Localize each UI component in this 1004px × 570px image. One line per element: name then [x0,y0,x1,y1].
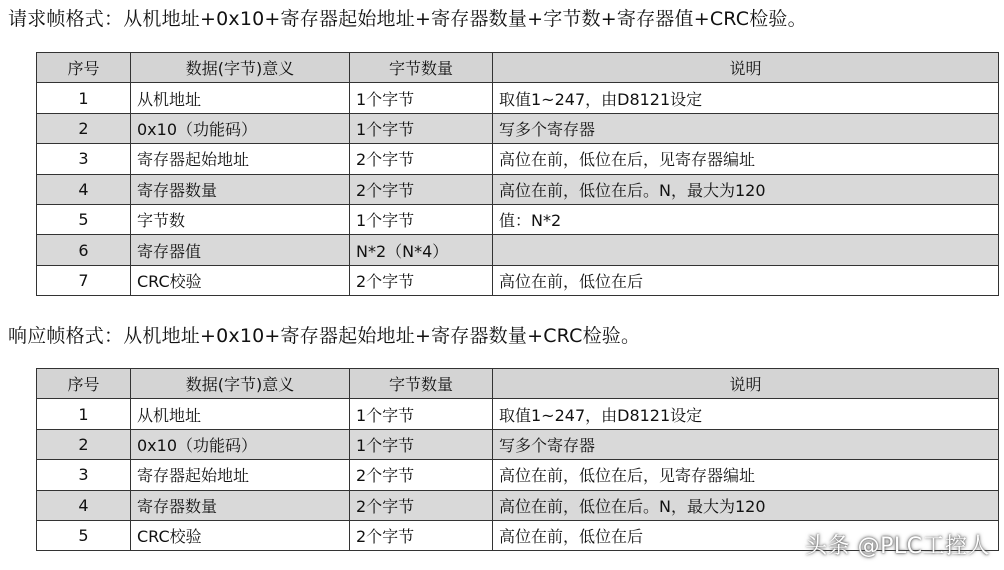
column-header-meaning: 数据(字节)意义 [131,369,350,399]
cell-bytes: 2个字节 [350,520,493,550]
cell-bytes: 1个字节 [350,429,493,459]
cell-meaning: 寄存器值 [131,235,350,265]
column-header-description: 说明 [493,53,999,83]
cell-no: 5 [37,520,131,550]
cell-meaning: 寄存器数量 [131,174,350,204]
cell-description: 高位在前，低位在后。N，最大为120 [493,174,999,204]
table-row [37,235,999,265]
cell-meaning: 从机地址 [131,83,350,113]
cell-no: 1 [37,83,131,113]
table-row [37,204,999,234]
cell-no: 7 [37,265,131,295]
table-row [37,144,999,174]
cell-description: 写多个寄存器 [493,429,999,459]
table-row [37,265,999,295]
cell-description: 高位在前，低位在后。N，最大为120 [493,490,999,520]
table-header-row [37,369,999,399]
cell-bytes: 2个字节 [350,144,493,174]
table-row [37,83,999,113]
cell-no: 3 [37,144,131,174]
cell-description: 高位在前，低位在后，见寄存器编址 [493,460,999,490]
cell-bytes: 1个字节 [350,83,493,113]
table-row [37,429,999,459]
column-header-no: 序号 [37,369,131,399]
response-frame-heading: 响应帧格式：从机地址+0x10+寄存器起始地址+寄存器数量+CRC检验。 [8,325,641,347]
column-header-bytes: 字节数量 [350,53,493,83]
cell-description: 高位在前，低位在后 [493,265,999,295]
watermark: 头条 @PLC工控人 [805,534,990,559]
cell-no: 4 [37,490,131,520]
cell-description [493,235,999,265]
cell-bytes: N*2（N*4） [350,235,493,265]
cell-description: 写多个寄存器 [493,113,999,143]
cell-description: 值：N*2 [493,204,999,234]
cell-meaning: 从机地址 [131,399,350,429]
table-header-row [37,53,999,83]
cell-no: 6 [37,235,131,265]
request-frame-heading: 请求帧格式：从机地址+0x10+寄存器起始地址+寄存器数量+字节数+寄存器值+CRC检验。 [8,8,807,30]
cell-meaning: CRC校验 [131,520,350,550]
cell-meaning: 0x10（功能码） [131,429,350,459]
cell-meaning: 字节数 [131,204,350,234]
cell-meaning: 寄存器数量 [131,490,350,520]
cell-bytes: 1个字节 [350,399,493,429]
cell-description: 高位在前，低位在后 [493,520,999,550]
cell-bytes: 2个字节 [350,174,493,204]
cell-no: 2 [37,113,131,143]
column-header-no: 序号 [37,53,131,83]
request-frame-table [36,52,999,296]
column-header-description: 说明 [493,369,999,399]
cell-description: 取值1~247，由D8121设定 [493,83,999,113]
cell-meaning: 寄存器起始地址 [131,460,350,490]
column-header-bytes: 字节数量 [350,369,493,399]
table-row [37,460,999,490]
cell-bytes: 2个字节 [350,490,493,520]
cell-meaning: 寄存器起始地址 [131,144,350,174]
cell-bytes: 1个字节 [350,113,493,143]
table-row [37,399,999,429]
cell-no: 1 [37,399,131,429]
cell-no: 2 [37,429,131,459]
cell-meaning: CRC校验 [131,265,350,295]
cell-description: 取值1~247，由D8121设定 [493,399,999,429]
cell-bytes: 1个字节 [350,204,493,234]
cell-bytes: 2个字节 [350,460,493,490]
table-row [37,490,999,520]
table-row [37,174,999,204]
cell-description: 高位在前，低位在后，见寄存器编址 [493,144,999,174]
table-row [37,113,999,143]
cell-no: 4 [37,174,131,204]
column-header-meaning: 数据(字节)意义 [131,53,350,83]
cell-no: 5 [37,204,131,234]
response-frame-table [36,368,999,551]
cell-no: 3 [37,460,131,490]
cell-meaning: 0x10（功能码） [131,113,350,143]
cell-bytes: 2个字节 [350,265,493,295]
